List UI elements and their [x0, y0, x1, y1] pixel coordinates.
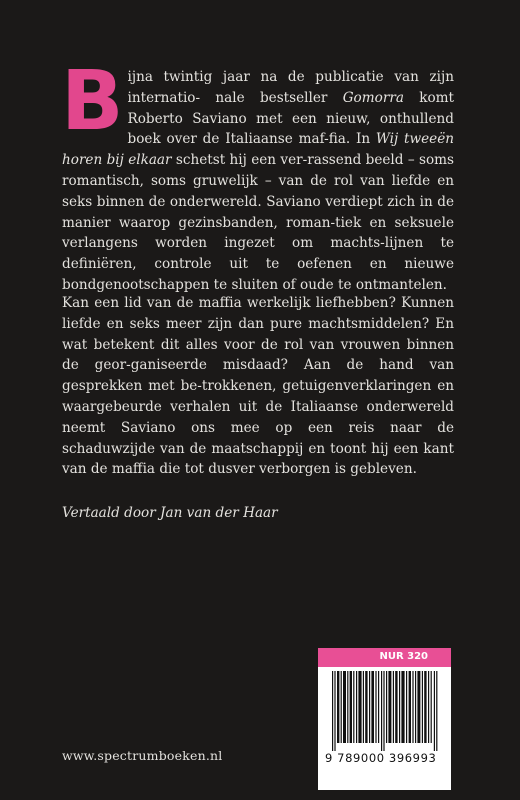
blurb-paragraph-2: Kan een lid van de maffia werkelijk liefhebben? Kunnen liefde en seks meer zijn dan pure machtsmiddelen? En wat betekent dit alles voor de rol van vrouwen binnen de geor-ganiseerde misdaad? Aan de hand van gesprekken met be-trokkenen, getuigenverklaringen en waargebeurde verhalen uit de Italiaanse onderwereld neemt Saviano ons mee op een reis naar de schaduwzijde van de maatschappij en toont hij een kant van de maffia die tot dusver verborgen is gebleven.: [62, 295, 454, 478]
isbn-barcode-sticker: [318, 648, 451, 790]
blurb-text-1b: nale bestseller: [215, 89, 343, 106]
translator-credit: Vertaald door Jan van der Haar: [62, 505, 278, 521]
blurb-text-1c: komt Roberto Saviano met een nieuw, onthullend boek over de Italiaanse maf-fia. In: [127, 89, 454, 148]
isbn-number: 9 789000 396993: [325, 751, 437, 765]
blurb-paragraph-1: [61, 54, 454, 296]
book-title-wij-tweeen: Wij tweeën horen bij elkaar: [62, 131, 454, 169]
barcode-icon: [332, 671, 438, 751]
blurb-text-1d: schetst hij een ver-rassend beeld – soms romantisch, soms gruwelijk – van de rol van liefde en seks binnen de onderwereld. Saviano verdiept zich in de manier waarop gezinsbanden, roman-tiek en seksuele verlangens worden ingezet om machts-lijnen te definiëren, controle uit te oefenen en nieuwe bondgenootschappen te sluiten of oude te ontmantelen.: [62, 152, 454, 293]
nur-code: NUR 320: [379, 651, 428, 662]
book-title-gomorra: Gomorra: [342, 89, 404, 106]
blurb-text-1a: ijna twintig jaar na de publicatie van zijn internatio-: [127, 69, 454, 106]
drop-cap-letter: B: [61, 54, 124, 149]
publisher-website: www.spectrumboeken.nl: [62, 748, 223, 763]
nur-band: [318, 648, 451, 667]
